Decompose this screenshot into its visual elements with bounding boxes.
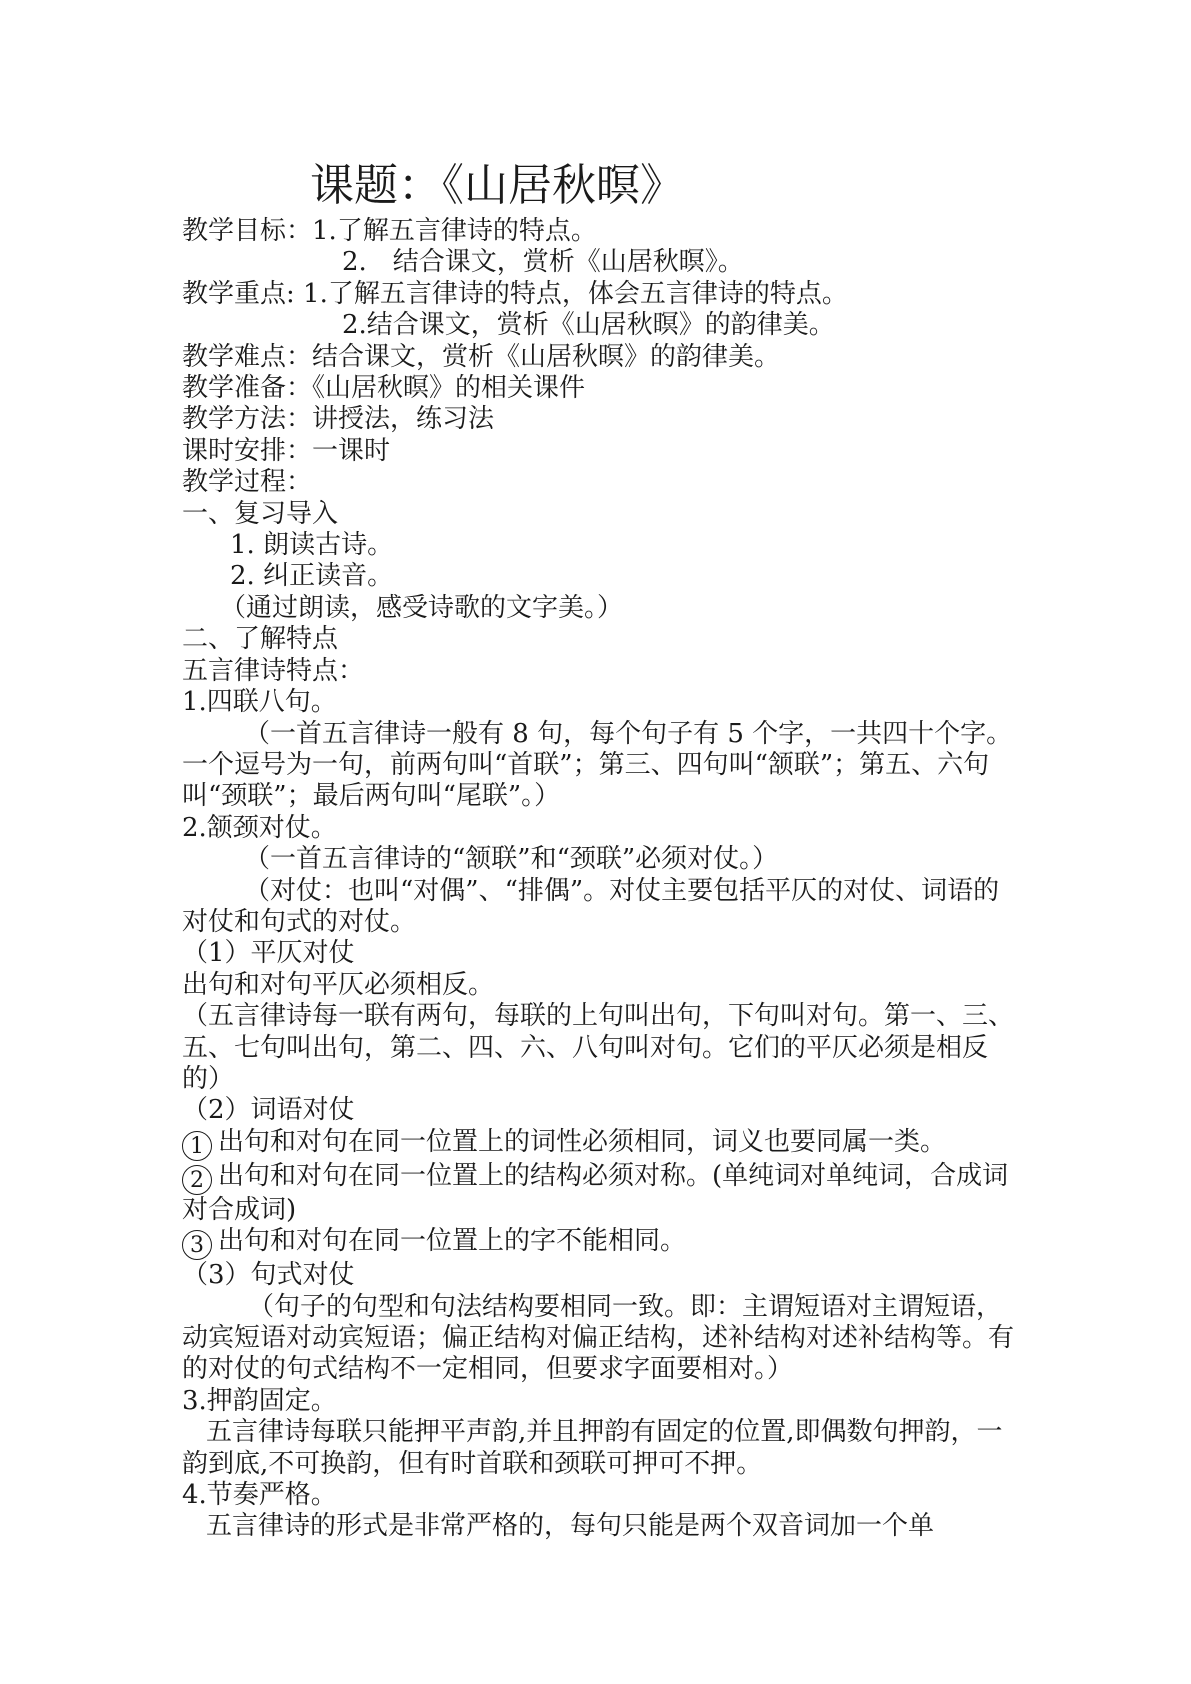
goal-item-2: 2. 结合课文，赏析《山居秋暝》。 <box>342 247 744 278</box>
section-2-heading: 二、了解特点 <box>182 624 339 655</box>
circled-number-3: 3 <box>182 1230 212 1260</box>
section-2-subheading: 五言律诗特点： <box>182 655 365 686</box>
goal-item-1: 1.了解五言律诗的特点。 <box>312 216 597 246</box>
key-label: 教学重点: <box>182 278 304 309</box>
key-item-1: 1.了解五言律诗的特点，体会五言律诗的特点。 <box>303 278 848 309</box>
teaching-method: 教学方法：讲授法，练习法 <box>182 404 495 435</box>
circled-number-2: 2 <box>182 1165 212 1195</box>
lesson-body <box>182 216 1022 1543</box>
circled-number-1: 1 <box>182 1131 212 1161</box>
section-1-heading: 一、复习导入 <box>182 498 339 529</box>
sub-1-title: （1）平仄对仗 <box>182 938 355 969</box>
feature-2-title: 2.颔颈对仗。 <box>182 812 337 843</box>
class-schedule: 课时安排：一课时 <box>182 435 391 466</box>
goals-label: 教学目标： <box>182 216 313 246</box>
teaching-preparation: 教学准备：《山居秋暝》的相关课件 <box>182 373 586 404</box>
section-1-item-1: 1. 朗读古诗。 <box>230 530 394 561</box>
rule-2-text: 出句和对句在同一位置上的结构必须对称。(单纯词对单纯词，合成词对合成词) <box>182 1160 1009 1225</box>
teaching-process: 教学过程： <box>182 467 313 498</box>
feature-4-title: 4.节奏严格。 <box>182 1480 337 1511</box>
feature-2-note-2: （对仗：也叫“对偶”、“排偶”。对仗主要包括平仄的对仗、词语的对仗和句式的对仗。 <box>182 875 1000 937</box>
feature-1-title: 1.四联八句。 <box>182 687 337 718</box>
teaching-goals <box>182 216 1022 247</box>
sub-3-note: （句子的句型和句法结构要相同一致。即：主谓短语对主谓短语，动宾短语对动宾短语；偏正结构对偏正结构，述补结构对述补结构等。有的对仗的句式结构不一定相同，但要求字面要相对。） <box>182 1291 1015 1385</box>
section-1-note: （通过朗读，感受诗歌的文字美。） <box>220 592 624 623</box>
feature-3-text: 五言律诗每联只能押平声韵,并且押韵有固定的位置,即偶数句押韵，一韵到底,不可换韵，但有时首联和颈联可押可不押。 <box>182 1417 1003 1479</box>
rule-1 <box>182 1127 1022 1161</box>
feature-3-title: 3.押韵固定。 <box>182 1385 337 1416</box>
sub-1-note: （五言律诗每一联有两句，每联的上句叫出句，下句叫对句。第一、三、五、七句叫出句，第二、四、六、八句叫对句。它们的平仄必须是相反的） <box>182 1001 1015 1094</box>
sub-3-title: （3）句式对仗 <box>182 1260 355 1291</box>
teaching-key-points <box>182 279 1022 310</box>
feature-1-text: （一首五言律诗一般有 8 句，每个句子有 5 个字，一共四十个字。一个逗号为一句，前两句叫“首联”；第三、四句叫“颔联”；第五、六句叫“颈联”；最后两句叫“尾联”。） <box>182 718 1013 812</box>
lesson-title: 课题：《山居秋暝》 <box>310 160 684 211</box>
sub-2-title: （2）词语对仗 <box>182 1095 355 1126</box>
sub-1-line: 出句和对句平仄必须相反。 <box>182 969 495 1000</box>
feature-4-text: 五言律诗的形式是非常严格的，每句只能是两个双音词加一个单 <box>206 1511 935 1542</box>
teaching-difficulty: 教学难点：结合课文，赏析《山居秋暝》的韵律美。 <box>182 341 781 372</box>
feature-2-note-1: （一首五言律诗的“颔联”和“颈联”必须对仗。） <box>244 844 779 875</box>
rule-3-text: 出句和对句在同一位置上的字不能相同。 <box>218 1226 687 1257</box>
rule-3 <box>182 1226 1022 1260</box>
key-item-2: 2.结合课文，赏析《山居秋暝》的韵律美。 <box>342 310 835 341</box>
rule-1-text: 出句和对句在同一位置上的词性必须相同，词义也要同属一类。 <box>218 1126 947 1157</box>
rule-2 <box>182 1161 1022 1226</box>
section-1-item-2: 2. 纠正读音。 <box>230 561 394 592</box>
